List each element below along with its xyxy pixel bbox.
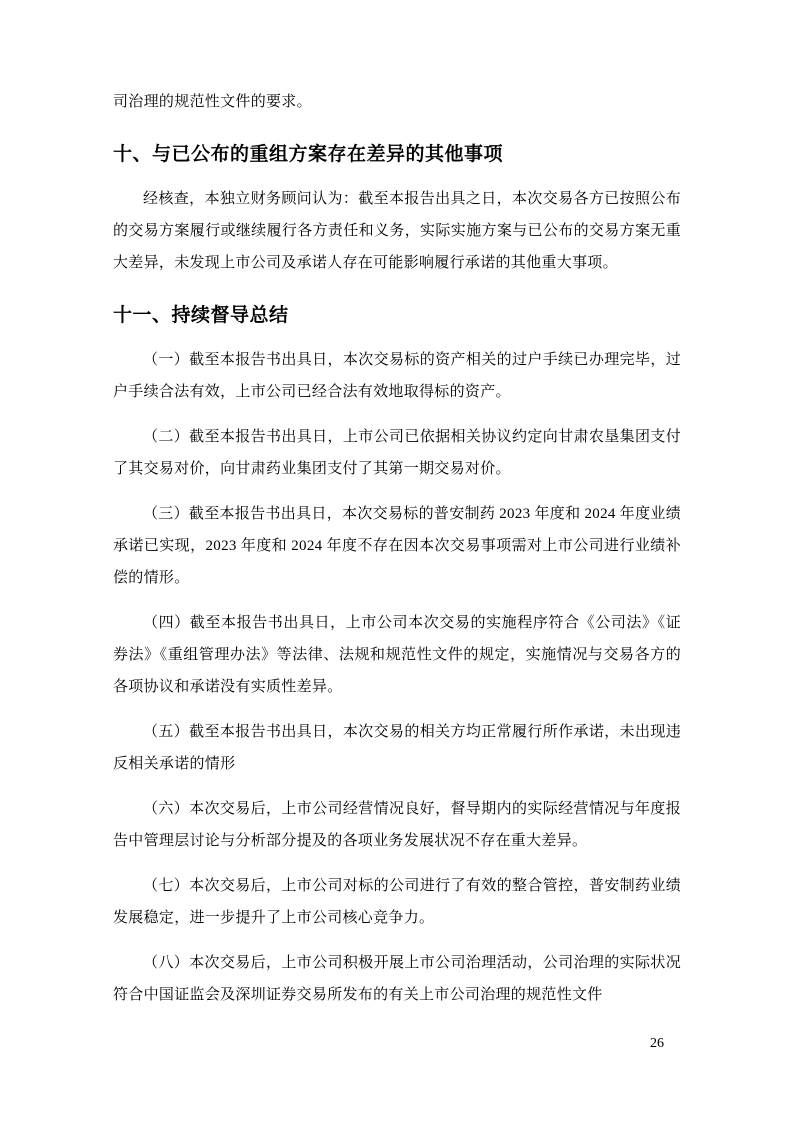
section-11-item-5: （五）截至本报告书出具日，本次交易的相关方均正常履行所作承诺，未出现违反相关承诺的情形	[113, 724, 681, 772]
section-11-item-4: （四）截至本报告书出具日，上市公司本次交易的实施程序符合《公司法》《证券法》《重组管理办法》等法律、法规和规范性文件的规定，实施情况与交易各方的各项协议和承诺没有实质性差异。	[113, 615, 681, 695]
section-11-item-2: （二）截至本报告书出具日，上市公司已依据相关协议约定向甘肃农垦集团支付了其交易对价，向甘肃药业集团支付了其第一期交易对价。	[113, 429, 681, 477]
page-number: 26	[650, 1036, 664, 1051]
section-11-heading: 十一、持续督导总结	[113, 305, 289, 326]
section-10-paragraph: 经核查，本独立财务顾问认为：截至本报告出具之日，本次交易各方已按照公布的交易方案履行或继续履行各方责任和义务，实际实施方案与已公布的交易方案无重大差异，未发现上市公司及承诺人存在可能影响履行承诺的其他重大事项。	[113, 191, 681, 271]
section-11-item-1: （一）截至本报告书出具日，本次交易标的资产相关的过户手续已办理完毕，过户手续合法有效，上市公司已经合法有效地取得标的资产。	[113, 352, 681, 400]
continuation-paragraph: 司治理的规范性文件的要求。	[113, 94, 312, 110]
section-11-item-6: （六）本次交易后，上市公司经营情况良好，督导期内的实际经营情况与年度报告中管理层讨论与分析部分提及的各项业务发展状况不存在重大差异。	[113, 801, 681, 849]
section-11-item-3: （三）截至本报告书出具日，本次交易标的普安制药 2023 年度和 2024 年度业绩承诺已实现，2023 年度和 2024 年度不存在因本次交易事项需对上市公司进行业绩补偿的情形。	[113, 506, 681, 586]
section-11-item-8: （八）本次交易后，上市公司积极开展上市公司治理活动，公司治理的实际状况符合中国证监会及深圳证券交易所发布的有关上市公司治理的规范性文件	[113, 955, 681, 1003]
section-11-item-7: （七）本次交易后，上市公司对标的公司进行了有效的整合管控，普安制药业绩发展稳定，进一步提升了上市公司核心竞争力。	[113, 878, 681, 926]
section-10-heading: 十、与已公布的重组方案存在差异的其他事项	[113, 144, 504, 165]
